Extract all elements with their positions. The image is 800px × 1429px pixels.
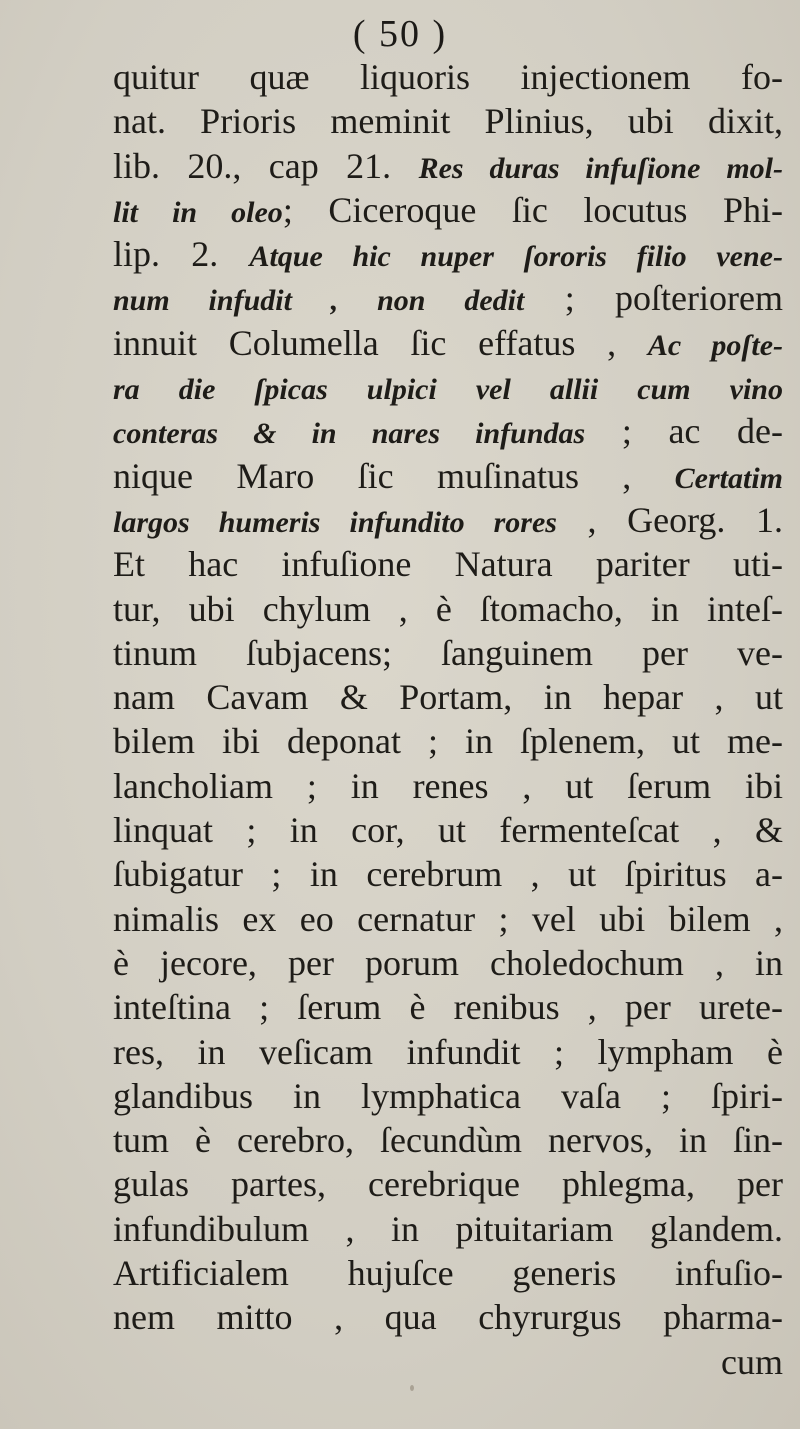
- text-run: lib. 20., cap 21.: [113, 145, 419, 186]
- text-run: ; poſteriorem: [524, 278, 783, 319]
- text-line: [113, 454, 783, 498]
- text-run: glandibus in lymphatica vaſa ; ſpiri-: [113, 1075, 783, 1116]
- italic-quotation: Res duras infuſione mol-: [418, 151, 783, 185]
- text-run: tum è cerebro, ſecundùm nervos, in ſin-: [113, 1120, 783, 1161]
- text-line: [113, 764, 783, 808]
- text-line: [113, 985, 783, 1029]
- italic-quotation: largos humeris infundito rores: [113, 505, 557, 539]
- italic-quotation: lit in oleo: [113, 195, 283, 229]
- text-run: nique Maro ſic muſinatus ,: [113, 455, 675, 496]
- italic-quotation: Ac poſte-: [647, 328, 783, 362]
- text-run: ; ac de-: [585, 411, 783, 452]
- text-line: [113, 409, 783, 453]
- text-run: linquat ; in cor, ut fermenteſcat , &: [113, 810, 783, 851]
- text-line: [113, 144, 783, 188]
- text-line: [113, 99, 783, 143]
- page-number-header: ( 50 ): [352, 13, 448, 55]
- text-line: [113, 675, 783, 719]
- text-run: nam Cavam & Portam, in hepar , ut: [113, 677, 783, 718]
- text-line: [113, 631, 783, 675]
- italic-quotation: Certatim: [674, 461, 783, 495]
- text-line: [113, 188, 783, 232]
- text-line: [113, 808, 783, 852]
- text-run: gulas partes, cerebrique phlegma, per: [113, 1164, 783, 1205]
- page-body-text: [113, 55, 783, 1384]
- text-run: nat. Prioris meminit Plinius, ubi dixit,: [113, 101, 783, 142]
- text-line: [113, 55, 783, 99]
- text-line: [113, 587, 783, 631]
- text-run: tur, ubi chylum , è ſtomacho, in inteſ-: [113, 588, 783, 629]
- text-run: quitur quæ liquoris injectionem fo-: [113, 57, 783, 97]
- text-run: , Georg. 1.: [556, 499, 783, 540]
- italic-quotation: Atque hic nuper ſororis filio vene-: [249, 240, 783, 274]
- text-run: è jecore, per porum choledochum , in: [113, 942, 783, 983]
- text-run: Et hac infuſione Natura pariter uti-: [113, 544, 783, 585]
- text-line: [113, 1251, 783, 1295]
- text-run: infundibulum , in pituitariam glandem.: [113, 1208, 783, 1249]
- text-run: innuit Columella ſic effatus ,: [113, 322, 648, 363]
- text-line: [113, 719, 783, 763]
- text-run: nimalis ex eo cernatur ; vel ubi bilem ,: [113, 898, 783, 939]
- text-run: cum: [721, 1341, 783, 1382]
- paper-spot: [410, 1385, 414, 1391]
- text-line: [113, 1295, 783, 1339]
- italic-quotation: conteras & in nares infundas: [113, 417, 586, 451]
- text-run: lancholiam ; in renes , ut ſerum ibi: [113, 765, 783, 806]
- text-run: bilem ibi deponat ; in ſplenem, ut me-: [113, 721, 783, 762]
- text-line: [113, 1340, 783, 1384]
- text-line: [113, 498, 783, 542]
- text-line: [113, 1030, 783, 1074]
- text-line: [113, 365, 783, 409]
- text-line: [113, 321, 783, 365]
- italic-quotation: num infudit , non dedit: [113, 284, 525, 318]
- text-run: res, in veſicam infundit ; lympham è: [113, 1031, 783, 1072]
- text-run: nem mitto , qua chyrurgus pharma-: [113, 1297, 783, 1338]
- text-line: [113, 897, 783, 941]
- text-line: [113, 852, 783, 896]
- text-line: [113, 1207, 783, 1251]
- text-run: inteſtina ; ſerum è renibus , per urete-: [113, 987, 783, 1028]
- text-line: [113, 276, 783, 320]
- text-run: tinum ſubjacens; ſanguinem per ve-: [113, 632, 783, 673]
- text-line: [113, 1162, 783, 1206]
- text-line: [113, 1118, 783, 1162]
- text-line: [113, 941, 783, 985]
- text-line: [113, 232, 783, 276]
- text-line: [113, 1074, 783, 1118]
- text-run: ; Ciceroque ſic locutus Phi-: [282, 189, 783, 230]
- text-line: [113, 542, 783, 586]
- text-run: Artificialem hujuſce generis infuſio-: [113, 1253, 783, 1294]
- text-run: ſubigatur ; in cerebrum , ut ſpiritus a-: [113, 854, 783, 895]
- italic-quotation: ra die ſpicas ulpici vel allii cum vino: [113, 373, 783, 407]
- text-run: lip. 2.: [113, 234, 250, 275]
